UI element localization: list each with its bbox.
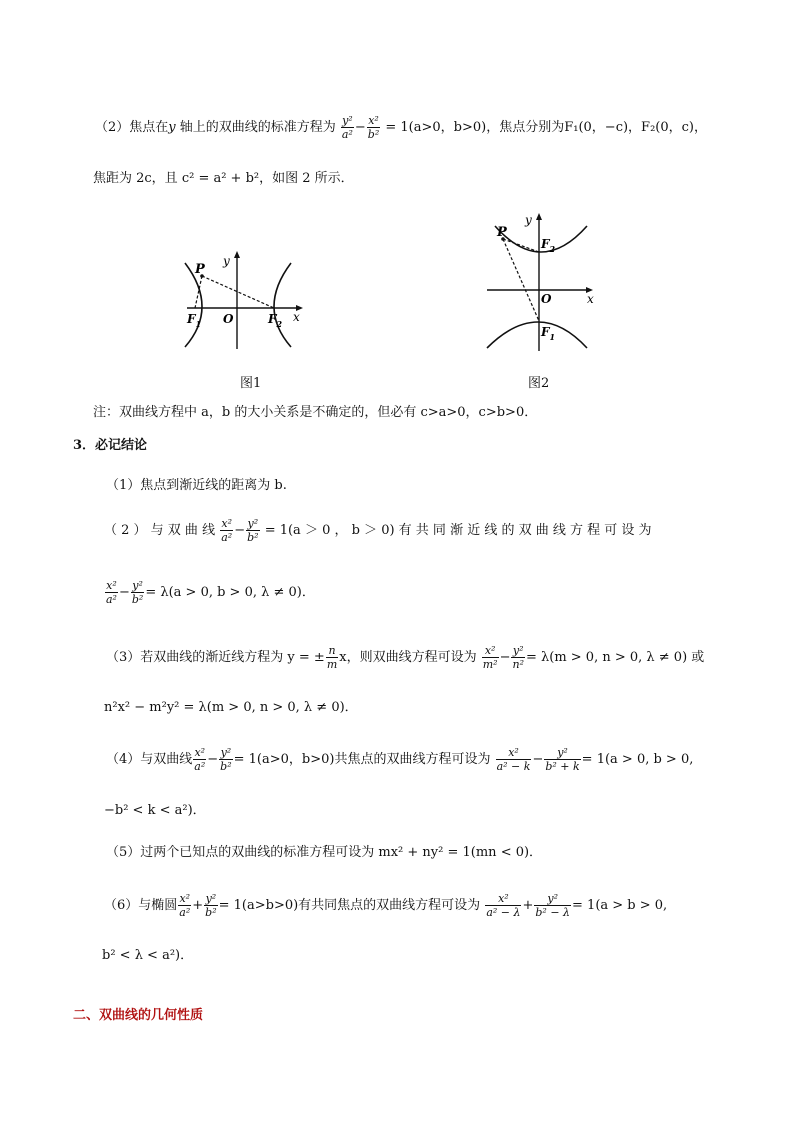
p1-prefix: （2）焦点在: [95, 120, 169, 135]
section-3-heading: 3．必记结论: [73, 438, 148, 453]
c3a-frac-x: $\frac{\text{x²}}{\text{m²}}$: [482, 644, 498, 671]
c2b-frac-x: $\frac{\text{x²}}{\text{a²}}$: [106, 579, 117, 606]
fig1-right-branch: [274, 263, 291, 347]
c2a-frac-y: $\frac{\text{y²}}{\text{b²}}$: [247, 517, 259, 544]
c4a-frac-y: $\frac{\text{y²}}{\text{b²}}$: [220, 746, 232, 773]
c3a-frac-y: $\frac{\text{y²}}{\text{n²}}$: [512, 644, 524, 671]
conclusion-3a: （3）若双曲线的渐近线方程为 y = ± $\frac{n}{m}$ x，则双曲线方程可设为 $\frac{\text{x²}}{\text{m²}}$ − $\frac{\text{y²}}{\text{n²}}$ = λ(m > 0, n > 0, λ ≠ 0) 或: [106, 644, 705, 671]
conclusion-4a: （4）与双曲线 $\frac{\text{x²}}{\text{a²}}$ − $\frac{\text{y²}}{\text{b²}}$ = 1(a>0，b>0)共焦点的双曲线方程可设为 $\frac{\text{x²}}{\text{a² − k}}$ − $\frac{\text{y²}}{\text{b² + k}}$ = 1(a > 0, b > 0,: [106, 746, 694, 773]
c3a-frac-nm: $\frac{n}{m}$: [326, 644, 338, 671]
c4a-mid: = 1(a>0，b>0)共焦点的双曲线方程可设为: [233, 752, 491, 767]
c6a-post: = 1(a > b > 0,: [572, 898, 668, 913]
c6a-pre: （6）与椭圆: [104, 898, 178, 913]
conclusion-2a: （ 2 ） 与 双 曲 线 $\frac{\text{x²}}{\text{a²}}$ − $\frac{\text{y²}}{\text{b²}}$ = 1(a ＞ 0 ， b ＞ 0) 有 共 同 渐 近 线 的 双 曲 线 方 程 可 设 为: [104, 517, 652, 544]
c4a-pre: （4）与双曲线: [106, 752, 193, 767]
conclusion-6b: b² < λ < a²)．: [102, 948, 194, 963]
c3a-mid: x，则双曲线方程可设为: [339, 650, 477, 665]
c6a-frac-y: $\frac{\text{y²}}{\text{b²}}$: [205, 892, 217, 919]
fig1-label-o: O: [223, 312, 234, 326]
c4a-post: = 1(a > 0, b > 0,: [581, 752, 694, 767]
conclusion-2b: $\frac{\text{x²}}{\text{a²}}$ − $\frac{\text{y²}}{\text{b²}}$ = λ(a > 0, b > 0, λ ≠ 0)．: [106, 579, 315, 606]
c4a-frac-x: $\frac{\text{x²}}{\text{a²}}$: [194, 746, 206, 773]
figure-1: [175, 245, 315, 355]
fig1-caption: 图1: [240, 376, 262, 391]
fig2-lower-branch: [487, 322, 587, 348]
section-2-heading: 二、双曲线的几何性质: [73, 1008, 204, 1023]
c2a-post: = 1(a ＞ 0 ， b ＞ 0) 有 共 同 渐 近 线 的 双 曲 线 方 程 可 设 为: [264, 523, 652, 538]
p1-line: （2）焦点在y 轴上的双曲线的标准方程为 $\frac{\text{y²}}{\text{a²}}$ − $\frac{\text{x²}}{\text{b²}}$ = 1(a>0，b>0)，焦点分别为F₁(0，−c)，F₂(0，c)，: [95, 114, 707, 141]
fig1-label-x: x: [293, 310, 300, 324]
fig2-label-x: x: [587, 292, 594, 306]
conclusion-3b: n²x² − m²y² = λ(m > 0, n > 0, λ ≠ 0)．: [104, 700, 358, 715]
fig2-label-f2: $F_2$: [541, 237, 556, 254]
c3a-pre: （3）若双曲线的渐近线方程为 y = ±: [106, 650, 325, 665]
fig1-pf2-line: [202, 276, 274, 308]
conclusion-1: （1）焦点到渐近线的距离为 b.: [106, 478, 287, 493]
fig2-label-y: y: [525, 213, 532, 227]
p1-yaxis: y: [168, 120, 176, 135]
fig1-y-arrow: [234, 251, 240, 258]
p1-eq-tail: = 1(a>0，b>0)，焦点分别为: [381, 120, 565, 135]
c2a-pre: （ 2 ） 与 双 曲 线: [104, 523, 216, 538]
c6a-frac-x: $\frac{\text{x²}}{\text{a²}}$: [179, 892, 191, 919]
conclusion-6a: （6）与椭圆 $\frac{\text{x²}}{\text{a²}}$ + $\frac{\text{y²}}{\text{b²}}$ = 1(a>b>0)有共同焦点的双曲线方程可设为 $\frac{\text{x²}}{\text{a² − λ}}$ + $\frac{\text{y²}}{\text{b² − λ}}$ = 1(a > b > 0,: [104, 892, 668, 919]
c3a-post: = λ(m > 0, n > 0, λ ≠ 0) 或: [525, 650, 705, 665]
c2b-post: = λ(a > 0, b > 0, λ ≠ 0)．: [145, 585, 315, 600]
fig2-caption: 图2: [528, 376, 550, 391]
c6a-mid: = 1(a>b>0)有共同焦点的双曲线方程可设为: [218, 898, 481, 913]
fig2-y-arrow: [536, 213, 542, 220]
conclusion-4b: −b² < k < a²)．: [104, 803, 206, 818]
c2b-frac-y: $\frac{\text{y²}}{\text{b²}}$: [131, 579, 144, 606]
conclusion-5: （5）过两个已知点的双曲线的标准方程可设为 mx² + ny² = 1(mn < 0)．: [106, 845, 543, 860]
fig1-label-y: y: [223, 254, 230, 268]
p1-frac-y: $\frac{\text{y²}}{\text{a²}}$: [341, 114, 353, 141]
p1-foci: F₁(0，−c)，F₂(0，c)，: [564, 120, 707, 135]
p1-mid: 轴上的双曲线的标准方程为: [175, 120, 336, 135]
c6a-frac-yl: $\frac{\text{y²}}{\text{b² − λ}}$: [535, 892, 571, 919]
figure-2: [483, 208, 603, 353]
fig1-label-f2: $F_2$: [268, 312, 283, 329]
c2a-frac-x: $\frac{\text{x²}}{\text{a²}}$: [221, 517, 233, 544]
fig1-label-p: P: [195, 262, 205, 277]
fig2-label-p: P: [497, 225, 507, 240]
p1-frac-x: $\frac{\text{x²}}{\text{b²}}$: [367, 114, 380, 141]
fig2-label-o: O: [541, 292, 552, 306]
fig1-label-f1: $F_1$: [187, 312, 202, 329]
c6a-frac-xl: $\frac{\text{x²}}{\text{a² − λ}}$: [486, 892, 521, 919]
fig2-label-f1: $F_1$: [541, 325, 556, 342]
c4a-frac-yk: $\frac{\text{y²}}{\text{b² + k}}$: [545, 746, 580, 773]
note-line: 注：双曲线方程中 a，b 的大小关系是不确定的，但必有 c>a>0，c>b>0．: [93, 405, 538, 420]
p2-line: 焦距为 2c，且 c² = a² + b²，如图 2 所示．: [93, 171, 354, 186]
c4a-frac-xk: $\frac{\text{x²}}{\text{a² − k}}$: [496, 746, 531, 773]
